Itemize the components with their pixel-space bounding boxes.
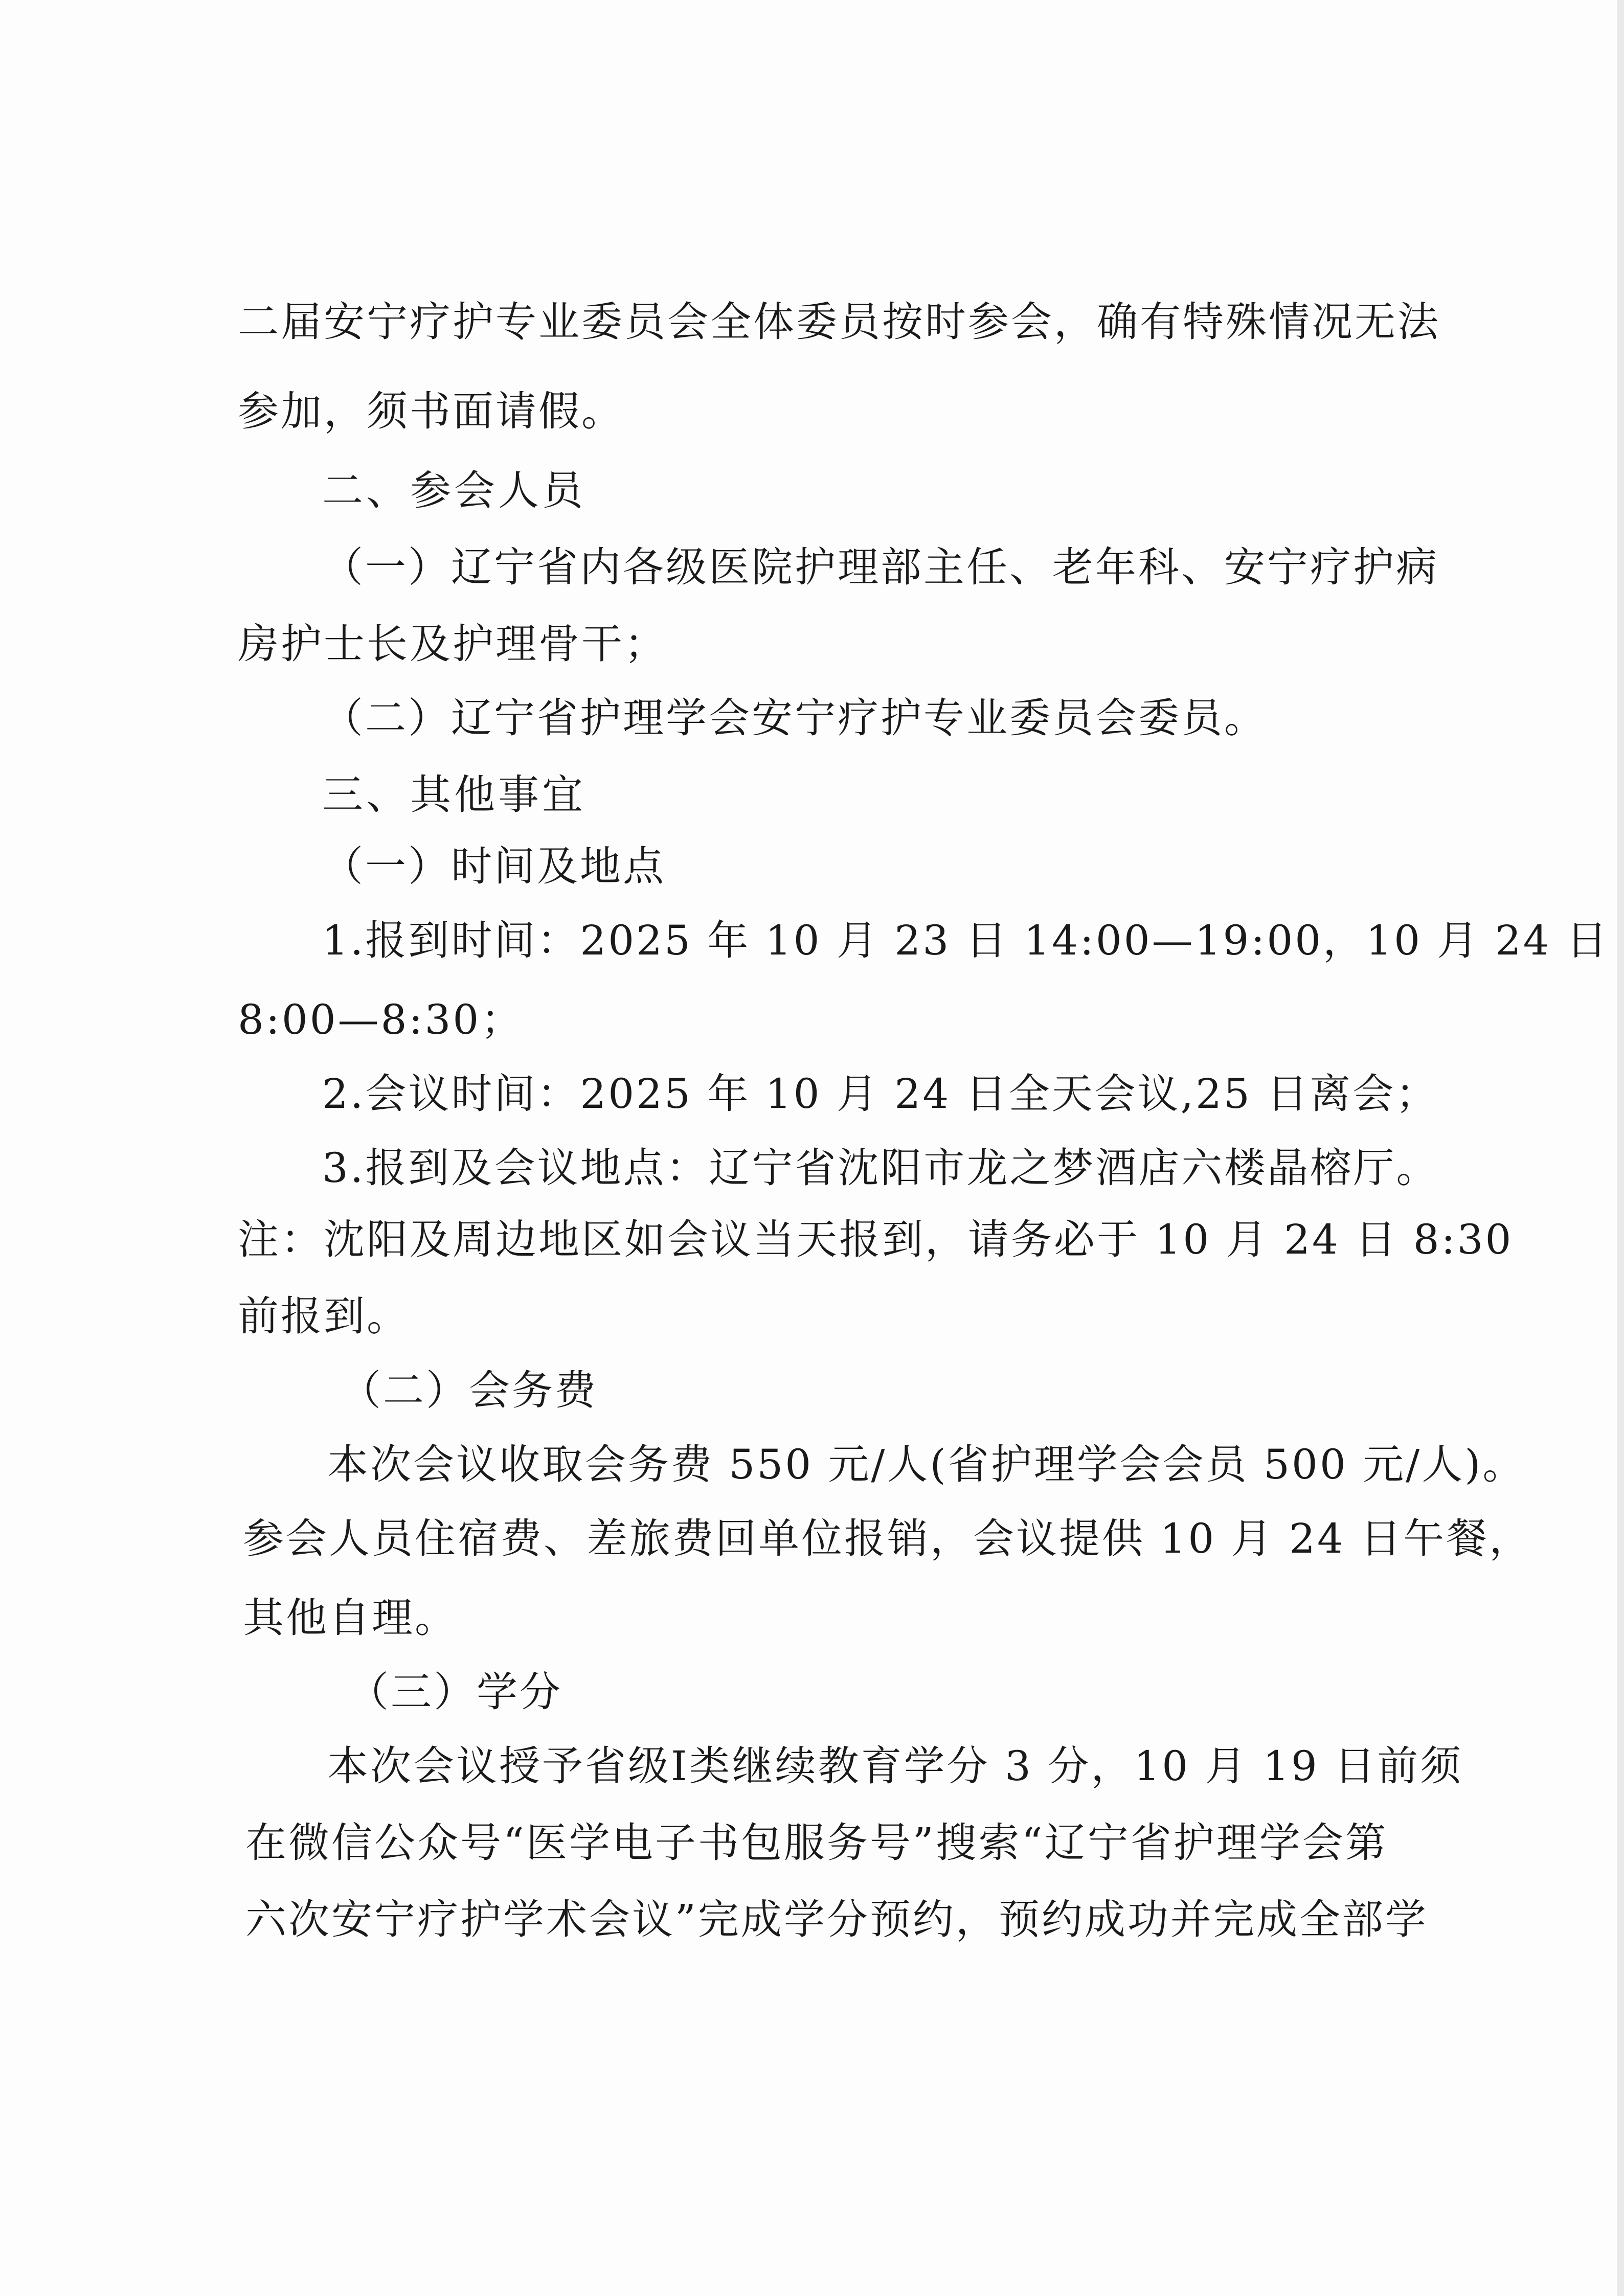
credits-line-1: 本次会议授予省级Ⅰ类继续教育学分 3 分，10 月 19 日前须 bbox=[327, 1742, 1463, 1790]
subheading-credits: （三）学分 bbox=[348, 1668, 562, 1716]
fee-line-1: 本次会议收取会务费 550 元/人(省护理学会会员 500 元/人)。 bbox=[327, 1441, 1526, 1488]
checkin-time: 1.报到时间：2025 年 10 月 23 日 14:00—19:00，10 月 24 日 bbox=[322, 917, 1610, 964]
meeting-time: 2.会议时间：2025 年 10 月 24 日全天会议,25 日离会； bbox=[322, 1070, 1439, 1118]
page-edge bbox=[1617, 0, 1624, 2296]
subheading-time-place: （一）时间及地点 bbox=[322, 843, 666, 890]
body-line-2: 参加，须书面请假。 bbox=[238, 388, 624, 435]
section-heading-2: 二、参会人员 bbox=[322, 467, 586, 514]
fee-line-2: 参会人员住宿费、差旅费回单位报销，会议提供 10 月 24 日午餐， bbox=[243, 1515, 1532, 1562]
attendee-item-1: （一）辽宁省内各级医院护理部主任、老年科、安宁疗护病 bbox=[322, 543, 1439, 591]
meeting-location: 3.报到及会议地点：辽宁省沈阳市龙之梦酒店六楼晶榕厅。 bbox=[322, 1144, 1439, 1192]
attendee-item-1-cont: 房护士长及护理骨干； bbox=[238, 620, 667, 668]
attendee-item-2: （二）辽宁省护理学会安宁疗护专业委员会委员。 bbox=[322, 694, 1267, 742]
fee-line-3: 其他自理。 bbox=[243, 1594, 458, 1642]
section-heading-3: 三、其他事宜 bbox=[322, 771, 586, 819]
checkin-time-cont: 8:00—8:30； bbox=[238, 996, 524, 1043]
body-line-1: 二届安宁疗护专业委员会全体委员按时参会，确有特殊情况无法 bbox=[238, 298, 1440, 346]
credits-line-3: 六次安宁疗护学术会议”完成学分预约，预约成功并完成全部学 bbox=[245, 1896, 1428, 1943]
subheading-fee: （二）会务费 bbox=[340, 1367, 598, 1414]
credits-line-2: 在微信公众号“医学电子书包服务号”搜索“辽宁省护理学会第 bbox=[245, 1819, 1388, 1867]
location-note-cont: 前报到。 bbox=[238, 1292, 410, 1340]
location-note: 注：沈阳及周边地区如会议当天报到，请务必于 10 月 24 日 8:30 bbox=[238, 1216, 1514, 1263]
